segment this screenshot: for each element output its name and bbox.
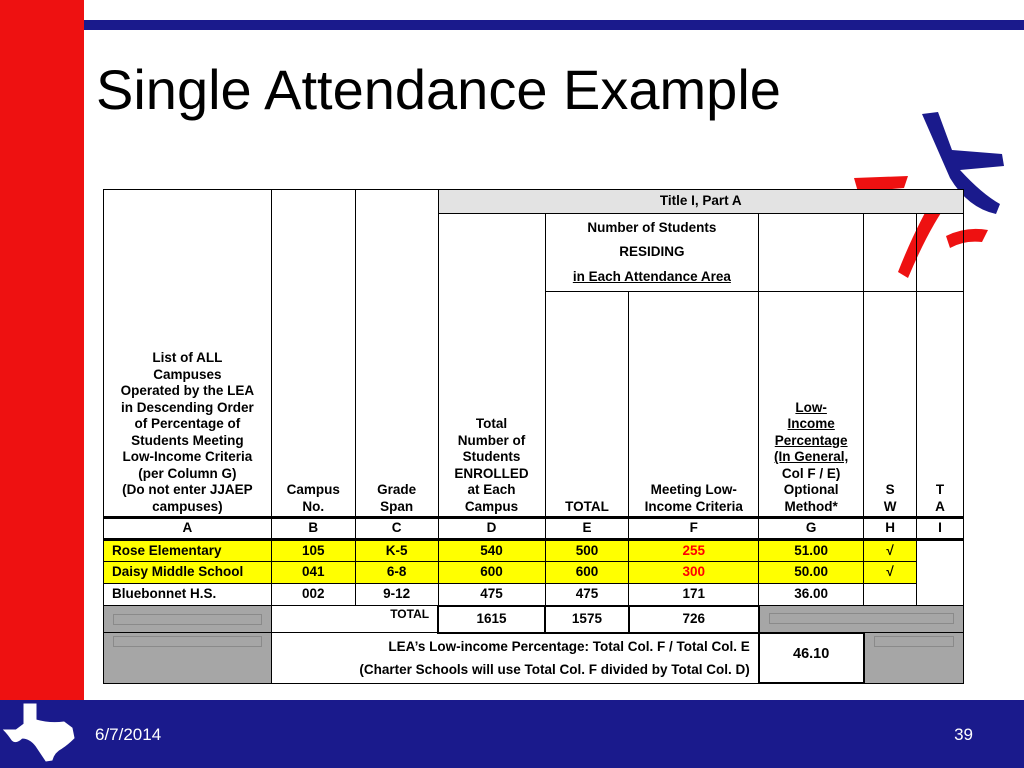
low-income-count: 171 bbox=[629, 584, 759, 606]
campus-number: 041 bbox=[271, 562, 355, 584]
column-letter: H bbox=[864, 518, 917, 540]
low-income-percentage: 51.00 bbox=[759, 540, 864, 562]
total-residing: 1575 bbox=[545, 606, 629, 633]
grade-span: 9-12 bbox=[355, 584, 438, 606]
table-row bbox=[104, 584, 964, 606]
schoolwide-check: √ bbox=[864, 562, 917, 584]
table-row bbox=[104, 540, 964, 562]
page-number: 39 bbox=[954, 725, 973, 744]
header-g-top bbox=[759, 214, 864, 292]
low-income-percentage: 36.00 bbox=[759, 584, 864, 606]
lea-grey-cell bbox=[104, 633, 272, 684]
column-letter: I bbox=[917, 518, 964, 540]
campus-name: Bluebonnet H.S. bbox=[104, 584, 272, 606]
total-enrolled: 1615 bbox=[438, 606, 545, 633]
texas-map-icon bbox=[2, 700, 82, 762]
campus-name: Rose Elementary bbox=[104, 540, 272, 562]
column-letter: E bbox=[545, 518, 629, 540]
lea-grey-area bbox=[864, 633, 964, 684]
column-letter: B bbox=[271, 518, 355, 540]
totals-label: TOTAL bbox=[271, 606, 438, 633]
campus-number: 105 bbox=[271, 540, 355, 562]
column-letter: F bbox=[629, 518, 759, 540]
ta-cell bbox=[917, 540, 964, 606]
campus-number: 002 bbox=[271, 584, 355, 606]
header-sw: S W bbox=[864, 292, 917, 518]
grade-span: 6-8 bbox=[355, 562, 438, 584]
total-low-income: 726 bbox=[629, 606, 759, 633]
attendance-table bbox=[103, 189, 964, 684]
residing-total: 500 bbox=[545, 540, 629, 562]
campus-name: Daisy Middle School bbox=[104, 562, 272, 584]
residing-total: 475 bbox=[545, 584, 629, 606]
enrolled-count: 600 bbox=[438, 562, 545, 584]
header-ta: T A bbox=[917, 292, 964, 518]
header-title-part-a: Title I, Part A bbox=[438, 190, 963, 214]
column-letter: G bbox=[759, 518, 864, 540]
header-low-income-percentage: Low- Income Percentage (In General, Col F / E) Optional Method* bbox=[759, 292, 864, 518]
column-letter-row bbox=[104, 518, 964, 540]
left-red-bar bbox=[0, 0, 84, 700]
attendance-table-wrapper bbox=[103, 189, 964, 684]
column-letter: D bbox=[438, 518, 545, 540]
column-letter: A bbox=[104, 518, 272, 540]
lea-percentage-row bbox=[104, 633, 964, 684]
header-meeting-low-income: Meeting Low- Income Criteria bbox=[629, 292, 759, 518]
slide-title: Single Attendance Example bbox=[96, 58, 781, 121]
column-letter: C bbox=[355, 518, 438, 540]
totals-grey-cell bbox=[104, 606, 272, 633]
header-campus-list: List of ALL Campuses Operated by the LEA in Descending Order of Percentage of Students Meeting Low-Income Criteria (per Column G) (Do not enter JJAEP campuses) bbox=[104, 190, 272, 518]
totals-row bbox=[104, 606, 964, 633]
totals-grey-area bbox=[759, 606, 964, 633]
footer-date: 6/7/2014 bbox=[95, 725, 162, 744]
low-income-count: 300 bbox=[629, 562, 759, 584]
lea-percentage-text: LEA’s Low-income Percentage: Total Col. F / Total Col. E (Charter Schools will use Total Col. F divided by Total Col. D) bbox=[271, 633, 758, 684]
top-blue-line bbox=[84, 20, 1024, 30]
header-i-top bbox=[917, 214, 964, 292]
schoolwide-check: √ bbox=[864, 540, 917, 562]
low-income-percentage: 50.00 bbox=[759, 562, 864, 584]
header-enrolled: Total Number of Students ENROLLED at Each Campus bbox=[438, 214, 545, 518]
grade-span: K-5 bbox=[355, 540, 438, 562]
enrolled-count: 540 bbox=[438, 540, 545, 562]
header-campus-no: Campus No. bbox=[271, 190, 355, 518]
table-row bbox=[104, 562, 964, 584]
schoolwide-check bbox=[864, 584, 917, 606]
residing-total: 600 bbox=[545, 562, 629, 584]
enrolled-count: 475 bbox=[438, 584, 545, 606]
header-h-top bbox=[864, 214, 917, 292]
header-grade-span: Grade Span bbox=[355, 190, 438, 518]
low-income-count: 255 bbox=[629, 540, 759, 562]
header-residing: Number of Students RESIDING in Each Attendance Area bbox=[545, 214, 759, 292]
header-total: TOTAL bbox=[545, 292, 629, 518]
lea-percentage-value: 46.10 bbox=[759, 633, 864, 684]
